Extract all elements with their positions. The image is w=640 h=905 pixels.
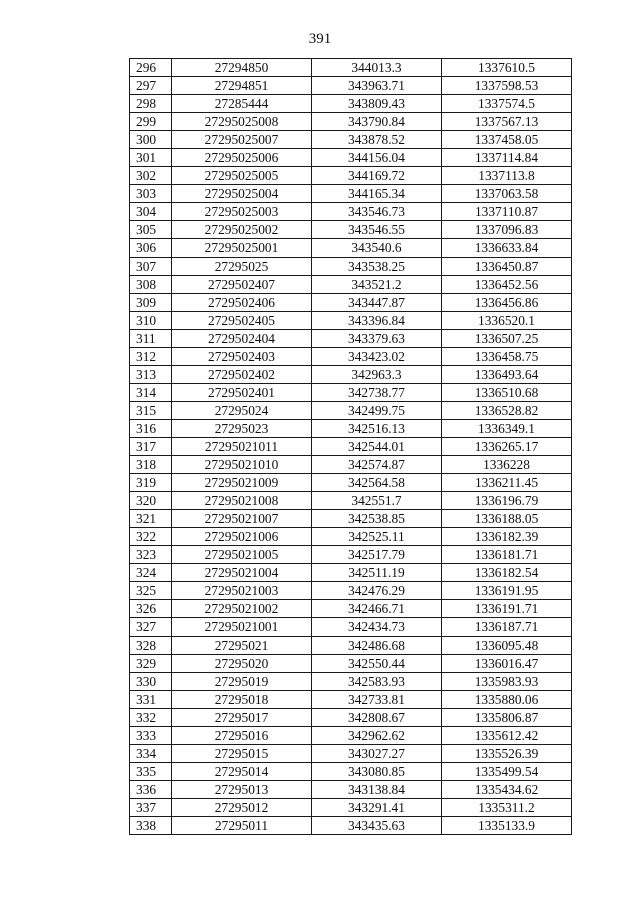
y-coordinate-cell: 1336228 — [442, 456, 572, 474]
x-coordinate-cell: 342434.73 — [312, 618, 442, 636]
x-coordinate-cell: 342962.62 — [312, 726, 442, 744]
y-coordinate-cell: 1336507.25 — [442, 329, 572, 347]
table-row — [130, 365, 572, 383]
table-row — [130, 528, 572, 546]
row-number-cell: 324 — [130, 564, 172, 582]
row-number-cell: 302 — [130, 167, 172, 185]
point-id-cell: 27295021001 — [172, 618, 312, 636]
y-coordinate-cell: 1335311.2 — [442, 798, 572, 816]
y-coordinate-cell: 1337574.5 — [442, 95, 572, 113]
point-id-cell: 27295018 — [172, 690, 312, 708]
row-number-cell: 308 — [130, 275, 172, 293]
table-row — [130, 600, 572, 618]
row-number-cell: 301 — [130, 149, 172, 167]
y-coordinate-cell: 1335499.54 — [442, 762, 572, 780]
table-row — [130, 167, 572, 185]
row-number-cell: 299 — [130, 113, 172, 131]
y-coordinate-cell: 1335880.06 — [442, 690, 572, 708]
x-coordinate-cell: 342738.77 — [312, 383, 442, 401]
row-number-cell: 317 — [130, 437, 172, 455]
table-row — [130, 383, 572, 401]
table-row — [130, 131, 572, 149]
table-row — [130, 798, 572, 816]
x-coordinate-cell: 343435.63 — [312, 816, 442, 834]
x-coordinate-cell: 342486.68 — [312, 636, 442, 654]
row-number-cell: 312 — [130, 347, 172, 365]
row-number-cell: 314 — [130, 383, 172, 401]
x-coordinate-cell: 342574.87 — [312, 456, 442, 474]
point-id-cell: 27295020 — [172, 654, 312, 672]
point-id-cell: 27295021002 — [172, 600, 312, 618]
point-id-cell: 27295011 — [172, 816, 312, 834]
x-coordinate-cell: 343291.41 — [312, 798, 442, 816]
row-number-cell: 319 — [130, 474, 172, 492]
y-coordinate-cell: 1336211.45 — [442, 474, 572, 492]
x-coordinate-cell: 342963.3 — [312, 365, 442, 383]
point-id-cell: 27295021010 — [172, 456, 312, 474]
row-number-cell: 333 — [130, 726, 172, 744]
row-number-cell: 297 — [130, 77, 172, 95]
row-number-cell: 303 — [130, 185, 172, 203]
row-number-cell: 310 — [130, 311, 172, 329]
point-id-cell: 27295025006 — [172, 149, 312, 167]
y-coordinate-cell: 1336520.1 — [442, 311, 572, 329]
y-coordinate-cell: 1336493.64 — [442, 365, 572, 383]
point-id-cell: 27295021011 — [172, 437, 312, 455]
x-coordinate-cell: 343447.87 — [312, 293, 442, 311]
row-number-cell: 330 — [130, 672, 172, 690]
table-row — [130, 762, 572, 780]
point-id-cell: 2729502407 — [172, 275, 312, 293]
y-coordinate-cell: 1336181.71 — [442, 546, 572, 564]
x-coordinate-cell: 342466.71 — [312, 600, 442, 618]
y-coordinate-cell: 1337096.83 — [442, 221, 572, 239]
table-row — [130, 347, 572, 365]
row-number-cell: 318 — [130, 456, 172, 474]
table-row — [130, 311, 572, 329]
x-coordinate-cell: 343396.84 — [312, 311, 442, 329]
row-number-cell: 336 — [130, 780, 172, 798]
table-row — [130, 816, 572, 834]
x-coordinate-cell: 343521.2 — [312, 275, 442, 293]
x-coordinate-cell: 343027.27 — [312, 744, 442, 762]
table-row — [130, 275, 572, 293]
table-row — [130, 672, 572, 690]
point-id-cell: 27295017 — [172, 708, 312, 726]
table-row — [130, 419, 572, 437]
y-coordinate-cell: 1335806.87 — [442, 708, 572, 726]
row-number-cell: 328 — [130, 636, 172, 654]
row-number-cell: 315 — [130, 401, 172, 419]
point-id-cell: 27295025007 — [172, 131, 312, 149]
point-id-cell: 27295015 — [172, 744, 312, 762]
y-coordinate-cell: 1336191.95 — [442, 582, 572, 600]
x-coordinate-cell: 343878.52 — [312, 131, 442, 149]
table-row — [130, 618, 572, 636]
y-coordinate-cell: 1336196.79 — [442, 492, 572, 510]
point-id-cell: 27294850 — [172, 59, 312, 77]
row-number-cell: 306 — [130, 239, 172, 257]
x-coordinate-cell: 342808.67 — [312, 708, 442, 726]
row-number-cell: 327 — [130, 618, 172, 636]
y-coordinate-cell: 1336450.87 — [442, 257, 572, 275]
y-coordinate-cell: 1336456.86 — [442, 293, 572, 311]
x-coordinate-cell: 343138.84 — [312, 780, 442, 798]
table-row — [130, 582, 572, 600]
table-row — [130, 203, 572, 221]
y-coordinate-cell: 1336182.54 — [442, 564, 572, 582]
point-id-cell: 27295021 — [172, 636, 312, 654]
point-id-cell: 27295025 — [172, 257, 312, 275]
point-id-cell: 27285444 — [172, 95, 312, 113]
row-number-cell: 304 — [130, 203, 172, 221]
y-coordinate-cell: 1336095.48 — [442, 636, 572, 654]
x-coordinate-cell: 342517.79 — [312, 546, 442, 564]
row-number-cell: 326 — [130, 600, 172, 618]
row-number-cell: 334 — [130, 744, 172, 762]
table-row — [130, 708, 572, 726]
point-id-cell: 27295021005 — [172, 546, 312, 564]
page-number: 391 — [308, 31, 332, 47]
x-coordinate-cell: 344169.72 — [312, 167, 442, 185]
coordinates-table-body — [130, 59, 572, 835]
point-id-cell: 2729502401 — [172, 383, 312, 401]
y-coordinate-cell: 1336510.68 — [442, 383, 572, 401]
y-coordinate-cell: 1337110.87 — [442, 203, 572, 221]
y-coordinate-cell: 1336191.71 — [442, 600, 572, 618]
point-id-cell: 27295013 — [172, 780, 312, 798]
point-id-cell: 27295025004 — [172, 185, 312, 203]
x-coordinate-cell: 342551.7 — [312, 492, 442, 510]
x-coordinate-cell: 343790.84 — [312, 113, 442, 131]
point-id-cell: 27295021007 — [172, 510, 312, 528]
table-row — [130, 474, 572, 492]
y-coordinate-cell: 1336187.71 — [442, 618, 572, 636]
point-id-cell: 2729502403 — [172, 347, 312, 365]
y-coordinate-cell: 1336016.47 — [442, 654, 572, 672]
x-coordinate-cell: 343423.02 — [312, 347, 442, 365]
table-row — [130, 636, 572, 654]
y-coordinate-cell: 1335983.93 — [442, 672, 572, 690]
row-number-cell: 309 — [130, 293, 172, 311]
x-coordinate-cell: 342499.75 — [312, 401, 442, 419]
y-coordinate-cell: 1337114.84 — [442, 149, 572, 167]
row-number-cell: 298 — [130, 95, 172, 113]
table-row — [130, 221, 572, 239]
row-number-cell: 331 — [130, 690, 172, 708]
table-row — [130, 437, 572, 455]
x-coordinate-cell: 343379.63 — [312, 329, 442, 347]
row-number-cell: 321 — [130, 510, 172, 528]
x-coordinate-cell: 343546.73 — [312, 203, 442, 221]
x-coordinate-cell: 342511.19 — [312, 564, 442, 582]
point-id-cell: 27295023 — [172, 419, 312, 437]
row-number-cell: 329 — [130, 654, 172, 672]
point-id-cell: 27295019 — [172, 672, 312, 690]
point-id-cell: 27295012 — [172, 798, 312, 816]
row-number-cell: 300 — [130, 131, 172, 149]
point-id-cell: 2729502404 — [172, 329, 312, 347]
y-coordinate-cell: 1335133.9 — [442, 816, 572, 834]
point-id-cell: 27295016 — [172, 726, 312, 744]
table-row — [130, 77, 572, 95]
table-row — [130, 510, 572, 528]
y-coordinate-cell: 1337113.8 — [442, 167, 572, 185]
y-coordinate-cell: 1336265.17 — [442, 437, 572, 455]
table-row — [130, 185, 572, 203]
y-coordinate-cell: 1335434.62 — [442, 780, 572, 798]
y-coordinate-cell: 1337610.5 — [442, 59, 572, 77]
x-coordinate-cell: 343538.25 — [312, 257, 442, 275]
x-coordinate-cell: 343546.55 — [312, 221, 442, 239]
point-id-cell: 27295021008 — [172, 492, 312, 510]
point-id-cell: 27295025008 — [172, 113, 312, 131]
x-coordinate-cell: 343080.85 — [312, 762, 442, 780]
point-id-cell: 27295021004 — [172, 564, 312, 582]
point-id-cell: 27295025003 — [172, 203, 312, 221]
y-coordinate-cell: 1336528.82 — [442, 401, 572, 419]
table-row — [130, 744, 572, 762]
table-row — [130, 95, 572, 113]
row-number-cell: 323 — [130, 546, 172, 564]
row-number-cell: 338 — [130, 816, 172, 834]
y-coordinate-cell: 1337598.53 — [442, 77, 572, 95]
row-number-cell: 316 — [130, 419, 172, 437]
y-coordinate-cell: 1336458.75 — [442, 347, 572, 365]
x-coordinate-cell: 342516.13 — [312, 419, 442, 437]
table-row — [130, 113, 572, 131]
x-coordinate-cell: 344165.34 — [312, 185, 442, 203]
x-coordinate-cell: 344013.3 — [312, 59, 442, 77]
table-row — [130, 329, 572, 347]
x-coordinate-cell: 343963.71 — [312, 77, 442, 95]
x-coordinate-cell: 342544.01 — [312, 437, 442, 455]
row-number-cell: 307 — [130, 257, 172, 275]
row-number-cell: 296 — [130, 59, 172, 77]
y-coordinate-cell: 1336452.56 — [442, 275, 572, 293]
row-number-cell: 325 — [130, 582, 172, 600]
point-id-cell: 27295025005 — [172, 167, 312, 185]
row-number-cell: 332 — [130, 708, 172, 726]
y-coordinate-cell: 1336633.84 — [442, 239, 572, 257]
y-coordinate-cell: 1335526.39 — [442, 744, 572, 762]
point-id-cell: 2729502405 — [172, 311, 312, 329]
row-number-cell: 337 — [130, 798, 172, 816]
point-id-cell: 27295025002 — [172, 221, 312, 239]
x-coordinate-cell: 342564.58 — [312, 474, 442, 492]
point-id-cell: 27294851 — [172, 77, 312, 95]
x-coordinate-cell: 343540.6 — [312, 239, 442, 257]
table-row — [130, 780, 572, 798]
point-id-cell: 27295021006 — [172, 528, 312, 546]
table-row — [130, 564, 572, 582]
table-row — [130, 690, 572, 708]
row-number-cell: 311 — [130, 329, 172, 347]
y-coordinate-cell: 1336349.1 — [442, 419, 572, 437]
y-coordinate-cell: 1336188.05 — [442, 510, 572, 528]
table-row — [130, 401, 572, 419]
table-row — [130, 456, 572, 474]
point-id-cell: 27295021009 — [172, 474, 312, 492]
x-coordinate-cell: 344156.04 — [312, 149, 442, 167]
point-id-cell: 27295021003 — [172, 582, 312, 600]
x-coordinate-cell: 343809.43 — [312, 95, 442, 113]
table-row — [130, 149, 572, 167]
row-number-cell: 320 — [130, 492, 172, 510]
row-number-cell: 305 — [130, 221, 172, 239]
x-coordinate-cell: 342538.85 — [312, 510, 442, 528]
row-number-cell: 335 — [130, 762, 172, 780]
x-coordinate-cell: 342733.81 — [312, 690, 442, 708]
point-id-cell: 27295024 — [172, 401, 312, 419]
row-number-cell: 322 — [130, 528, 172, 546]
point-id-cell: 27295025001 — [172, 239, 312, 257]
table-row — [130, 726, 572, 744]
y-coordinate-cell: 1337567.13 — [442, 113, 572, 131]
row-number-cell: 313 — [130, 365, 172, 383]
point-id-cell: 2729502402 — [172, 365, 312, 383]
point-id-cell: 27295014 — [172, 762, 312, 780]
table-row — [130, 654, 572, 672]
table-row — [130, 293, 572, 311]
table-row — [130, 257, 572, 275]
point-id-cell: 2729502406 — [172, 293, 312, 311]
coordinates-table — [129, 58, 572, 835]
x-coordinate-cell: 342550.44 — [312, 654, 442, 672]
x-coordinate-cell: 342583.93 — [312, 672, 442, 690]
y-coordinate-cell: 1337063.58 — [442, 185, 572, 203]
y-coordinate-cell: 1337458.05 — [442, 131, 572, 149]
table-row — [130, 546, 572, 564]
table-row — [130, 492, 572, 510]
table-row — [130, 59, 572, 77]
x-coordinate-cell: 342476.29 — [312, 582, 442, 600]
table-row — [130, 239, 572, 257]
y-coordinate-cell: 1335612.42 — [442, 726, 572, 744]
x-coordinate-cell: 342525.11 — [312, 528, 442, 546]
y-coordinate-cell: 1336182.39 — [442, 528, 572, 546]
